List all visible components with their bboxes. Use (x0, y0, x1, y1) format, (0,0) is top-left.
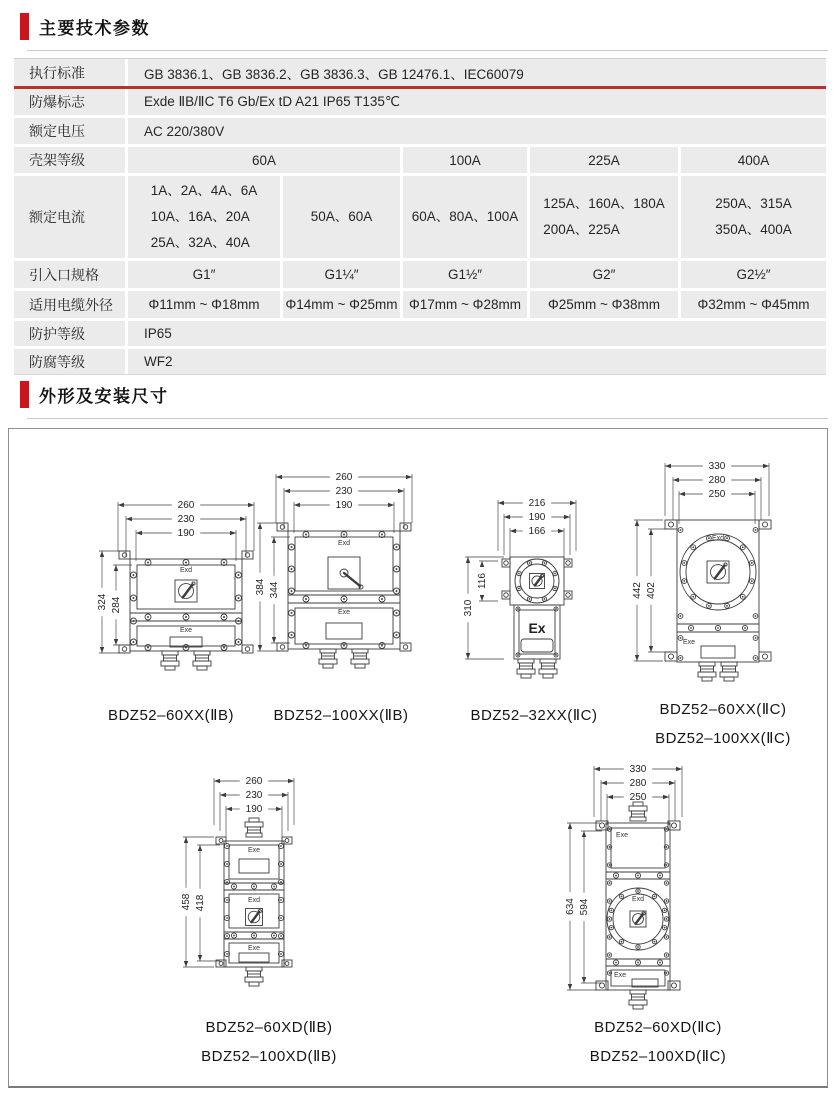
row-label: 额定电流 (14, 176, 125, 258)
row-label: 引入口规格 (14, 261, 125, 288)
device-drawing (244, 467, 444, 679)
device-drawing (554, 759, 744, 1013)
spec-row-inlet-spec (14, 261, 826, 288)
current-cell: 1A、2A、4A、6A 10A、16A、20A 25A、32A、40A (128, 176, 280, 258)
frame-400a: 400A (681, 147, 826, 173)
svg-text:250: 250 (629, 792, 647, 804)
svg-text:384: 384 (255, 578, 266, 596)
spec-row-rated-voltage (14, 118, 826, 144)
svg-text:Exd: Exd (631, 896, 645, 903)
svg-text:Exe: Exe (615, 832, 629, 839)
svg-text:284: 284 (111, 596, 122, 614)
section-header-dimensions (20, 381, 169, 408)
row-label: 防腐等级 (14, 349, 125, 374)
svg-text:116: 116 (477, 573, 488, 589)
section-marker (20, 13, 29, 40)
svg-text:190: 190 (245, 804, 263, 816)
spec-row-ex-mark (14, 89, 826, 115)
svg-text:402: 402 (646, 582, 657, 599)
current-cell: 125A、160A、180A 200A、225A (530, 176, 678, 258)
spec-table (14, 58, 826, 375)
inlet-cell: G1¼″ (283, 261, 400, 288)
model-label: BDZ52–60XX(ⅡC) BDZ52–100XX(ⅡC) (655, 701, 791, 747)
svg-text:Exe: Exe (247, 945, 261, 952)
outline-drawings-box (8, 428, 828, 1088)
drawing-bdz52-60xd-iib (164, 771, 344, 1013)
cable-cell: Φ17mm ~ Φ28mm (403, 291, 527, 318)
svg-text:Exe: Exe (613, 972, 627, 979)
inlet-cell: G2½″ (681, 261, 826, 288)
svg-text:216: 216 (528, 498, 546, 510)
svg-text:230: 230 (335, 486, 353, 498)
spec-row-ip-rating (14, 321, 826, 346)
device-drawing (438, 493, 633, 703)
device-drawing (164, 771, 344, 1013)
model-label: BDZ52–32XX(ⅡC) (470, 707, 598, 724)
current-cell: 250A、315A 350A、400A (681, 176, 826, 258)
spec-row-corrosion-rating (14, 349, 826, 374)
row-label: 防爆标志 (14, 89, 125, 115)
cable-cell: Φ11mm ~ Φ18mm (128, 291, 280, 318)
svg-text:230: 230 (245, 790, 263, 802)
svg-text:280: 280 (708, 475, 726, 487)
spec-row-frame-size (14, 147, 826, 173)
inlet-cell: G1″ (128, 261, 280, 288)
row-label: 适用电缆外径 (14, 291, 125, 318)
svg-text:Exe: Exe (247, 847, 261, 854)
svg-text:190: 190 (528, 512, 546, 524)
svg-text:Ex: Ex (528, 620, 546, 636)
svg-text:330: 330 (629, 764, 647, 776)
cable-cell: Φ14mm ~ Φ25mm (283, 291, 400, 318)
svg-text:442: 442 (632, 582, 643, 599)
inlet-cell: G2″ (530, 261, 678, 288)
row-value: IP65 (128, 321, 826, 346)
svg-text:310: 310 (463, 599, 474, 617)
frame-100a: 100A (403, 147, 527, 173)
section-marker (20, 381, 29, 408)
model-label: BDZ52–60XD(ⅡC) BDZ52–100XD(ⅡC) (589, 1019, 727, 1065)
svg-text:260: 260 (245, 776, 263, 788)
svg-text:Exe: Exe (682, 639, 696, 646)
cable-cell: Φ32mm ~ Φ45mm (681, 291, 826, 318)
spec-row-cable-od (14, 291, 826, 318)
frame-60a: 60A (128, 147, 400, 173)
svg-text:230: 230 (177, 514, 195, 526)
spec-row-standards (14, 59, 826, 86)
svg-text:324: 324 (97, 593, 108, 611)
svg-text:190: 190 (335, 500, 353, 512)
drawing-bdz52-32xx-iic (438, 493, 633, 703)
drawing-bdz52-60xx-iic (619, 456, 819, 692)
row-label: 额定电压 (14, 118, 125, 144)
svg-text:Exd: Exd (247, 897, 261, 904)
svg-text:330: 330 (708, 461, 726, 473)
spec-row-rated-current (14, 176, 826, 258)
row-value: Exde ⅡB/ⅡC T6 Gb/Ex tD A21 IP65 T135℃ (128, 89, 826, 115)
row-label: 壳架等级 (14, 147, 125, 173)
row-value: WF2 (128, 349, 826, 374)
svg-text:458: 458 (181, 893, 192, 911)
drawing-bdz52-60xd-iic (554, 759, 744, 1013)
cable-cell: Φ25mm ~ Φ38mm (530, 291, 678, 318)
row-value: AC 220/380V (128, 118, 826, 144)
svg-text:250: 250 (708, 489, 726, 501)
svg-text:594: 594 (579, 898, 590, 916)
svg-text:166: 166 (528, 526, 546, 538)
svg-text:Exe: Exe (337, 609, 351, 616)
frame-225a: 225A (530, 147, 678, 173)
row-label: 防护等级 (14, 321, 125, 346)
svg-text:344: 344 (269, 581, 280, 599)
svg-text:260: 260 (177, 500, 195, 512)
svg-text:260: 260 (335, 472, 353, 484)
section-title: 主要技术参数 (39, 19, 150, 38)
svg-text:280: 280 (629, 778, 647, 790)
device-drawing (619, 456, 819, 692)
svg-text:Exd: Exd (711, 535, 725, 542)
row-label: 执行标准 (14, 59, 125, 86)
current-cell: 60A、80A、100A (403, 176, 527, 258)
svg-text:Exd: Exd (179, 567, 193, 574)
svg-text:190: 190 (177, 528, 195, 540)
model-label: BDZ52–60XX(ⅡB) (107, 707, 235, 724)
drawing-bdz52-100xx-iib (244, 467, 444, 679)
svg-text:Exe: Exe (179, 627, 193, 634)
row-value: GB 3836.1、GB 3836.2、GB 3836.3、GB 12476.1、IEC60079 (128, 59, 826, 86)
svg-text:Exd: Exd (337, 540, 351, 547)
inlet-cell: G1½″ (403, 261, 527, 288)
svg-text:418: 418 (195, 894, 206, 912)
svg-text:634: 634 (565, 898, 576, 915)
section-title: 外形及安装尺寸 (39, 387, 169, 406)
model-label: BDZ52–60XD(ⅡB) BDZ52–100XD(ⅡB) (201, 1019, 337, 1065)
current-cell: 50A、60A (283, 176, 400, 258)
section-rule (27, 418, 828, 419)
section-header-tech-params (20, 13, 150, 40)
model-label: BDZ52–100XX(ⅡB) (273, 707, 409, 724)
section-rule (27, 50, 828, 51)
